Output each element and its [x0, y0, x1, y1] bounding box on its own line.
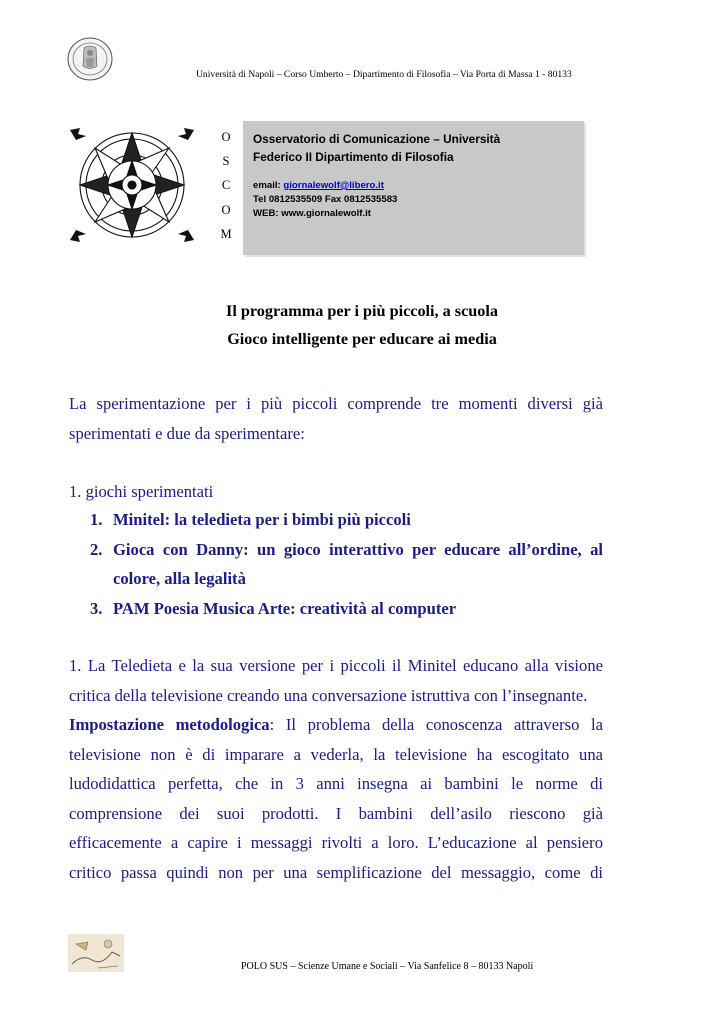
observatory-name-line2: Federico II Dipartimento di Filosofia [253, 150, 454, 164]
observatory-info-box [243, 121, 584, 255]
observatory-name [253, 130, 573, 166]
oscom-mandala-logo [66, 126, 198, 244]
body-line [69, 710, 603, 740]
oscom-letter: C [221, 178, 231, 193]
body-line: comprensione dei suoi prodotti. I bambini dell’asilo riescono già [69, 803, 603, 823]
observatory-name-line1: Osservatorio di Comunicazione – Università [253, 132, 501, 146]
document-subtitle: Gioco intelligente per educare ai media [227, 330, 497, 348]
university-seal-logo [66, 36, 114, 82]
list-item-text-cont: colore, alla legalità [113, 569, 246, 588]
oscom-letter: O [221, 202, 231, 217]
email-label: email: [253, 180, 284, 191]
games-list [90, 505, 603, 623]
methodology-heading: Impostazione metodologica [69, 715, 270, 734]
website: WEB: www.giornalewolf.it [253, 208, 371, 219]
intro-paragraph [69, 389, 603, 448]
oscom-vertical-letters [219, 125, 233, 246]
email-row [253, 179, 573, 193]
body-line: ludodidattica perfetta, che in 3 anni insegna ai bambini le norme di [69, 774, 603, 793]
body-line: efficacemente a capire i messaggi rivolti a loro. L’educazione al pensiero [69, 833, 603, 852]
contact-details [253, 179, 573, 221]
body-line: critica della televisione creando una conversazione istruttiva con l’insegnante. [69, 685, 588, 705]
list-item [90, 594, 603, 624]
list-item-text: Gioca con Danny: un gioco interattivo per educare all’ordine, al [113, 539, 603, 559]
list-item-number: 1. [90, 510, 103, 529]
list-item [90, 505, 603, 535]
list-item-text: PAM Poesia Musica Arte: creatività al computer [113, 598, 457, 618]
oscom-letter: S [222, 154, 230, 169]
phone-fax: Tel 0812535509 Fax 0812535583 [253, 194, 398, 205]
document-title: Il programma per i più piccoli, a scuola [226, 302, 498, 320]
list-item-number: 2. [90, 539, 103, 559]
list-item-text: Minitel: la teledieta per i bimbi più piccoli [113, 510, 411, 529]
body-text: : Il problema della conoscenza attraverso la [269, 715, 603, 734]
list-item [90, 535, 603, 594]
body-paragraph [69, 651, 603, 887]
list-item-number: 3. [90, 598, 103, 618]
footer-address: POLO SUS – Scienze Umane e Sociali – Via Sanfelice 8 – 80133 Napoli [241, 961, 534, 972]
intro-line: La sperimentazione per i più piccoli comprende tre momenti diversi già [69, 394, 603, 413]
oscom-letter: O [221, 130, 231, 144]
oscom-letter: M [220, 226, 232, 241]
body-line: 1. La Teledieta e la sua versione per i piccoli il Minitel educano alla visione [69, 656, 603, 675]
intro-line: sperimentati e due da sperimentare: [69, 423, 305, 443]
section-heading: 1. giochi sperimentati [69, 482, 214, 501]
body-line: televisione non è di imparare a vederla, la televisione ha escogitato una [69, 744, 603, 764]
institution-header-line: Università di Napoli – Corso Umberto – Dipartimento di Filosofia – Via Porta di Massa 1 - 80133 [196, 69, 572, 80]
footer-sketch-image [68, 934, 124, 972]
email-link[interactable]: giornalewolf@libero.it [283, 180, 384, 191]
body-line: critico passa quindi non per una semplificazione del messaggio, come di [69, 862, 603, 882]
